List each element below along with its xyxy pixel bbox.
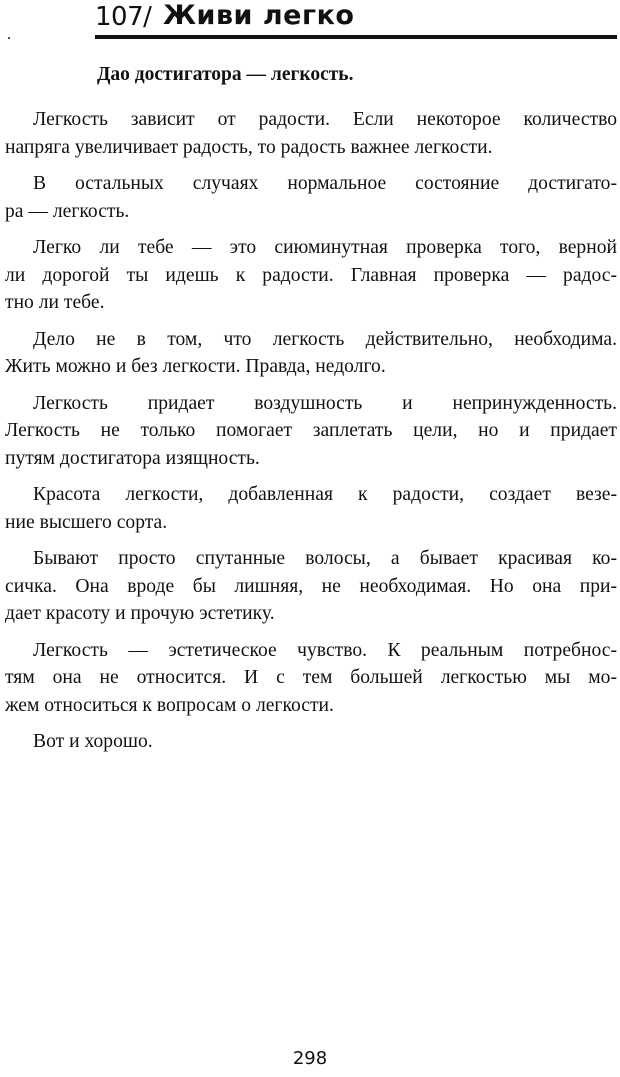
- text-line: дает красоту и прочую эстетику.: [5, 603, 275, 624]
- text-line: Дело не в том, что легкость действительно, необходима.: [33, 328, 617, 350]
- text-line: Бывают просто спутанные волосы, а бывает красивая ко-: [33, 548, 617, 569]
- text-line: Легкость зависит от радости. Если некоторое количество: [33, 109, 617, 130]
- text-line: ние высшего сорта.: [5, 511, 168, 533]
- text-line: тно ли тебе.: [5, 292, 105, 313]
- text-line: тям она не относится. И с тем большей легкостью мы мо-: [5, 667, 617, 688]
- text-line: сичка. Она вроде бы лишняя, не необходимая. Но она при-: [5, 575, 617, 597]
- text-line: напряга увеличивает радость, то радость важнее легкости.: [5, 136, 493, 158]
- chapter-title: Живи легко: [163, 0, 355, 31]
- text-line: Вот и хорошо.: [33, 731, 153, 752]
- paragraph: [5, 545, 617, 628]
- paragraph: [5, 728, 617, 756]
- page-number: 298: [292, 1048, 328, 1069]
- paragraph: [5, 234, 617, 317]
- text-line: жем относиться к вопросам о легкости.: [5, 694, 334, 716]
- text-line: Легкость придает воздушность и непринужденность.: [33, 392, 617, 414]
- paragraph: [5, 481, 617, 536]
- text-line: Легкость — эстетическое чувство. К реальным потребнос-: [33, 639, 617, 661]
- text-line: Жить можно и без легкости. Правда, недолго.: [5, 356, 386, 377]
- text-line: Легко ли тебе — это сиюминутная проверка того, верной: [33, 237, 617, 258]
- section-subtitle: Дао достигатора — легкость.: [97, 64, 354, 85]
- paragraph: [5, 326, 617, 381]
- text-line: В остальных случаях нормальное состояние достигато-: [33, 173, 617, 194]
- text-line: ра — легкость.: [5, 200, 130, 222]
- header-rule: [95, 35, 617, 39]
- chapter-number: 107/: [95, 2, 152, 32]
- paragraph: [5, 637, 617, 720]
- scan-speck: [8, 37, 10, 39]
- paragraph: [5, 170, 617, 225]
- page-header: [95, 0, 615, 40]
- text-line: Легкость не только помогает заплетать цели, но и придает: [5, 420, 617, 441]
- paragraph: [5, 106, 617, 161]
- body-text: [5, 106, 617, 765]
- text-line: ли дорогой ты идешь к радости. Главная проверка — радос-: [5, 264, 617, 286]
- text-line: Красота легкости, добавленная к радости, создает везе-: [33, 484, 617, 505]
- text-line: путям достигатора изящность.: [5, 447, 260, 469]
- paragraph: [5, 390, 617, 473]
